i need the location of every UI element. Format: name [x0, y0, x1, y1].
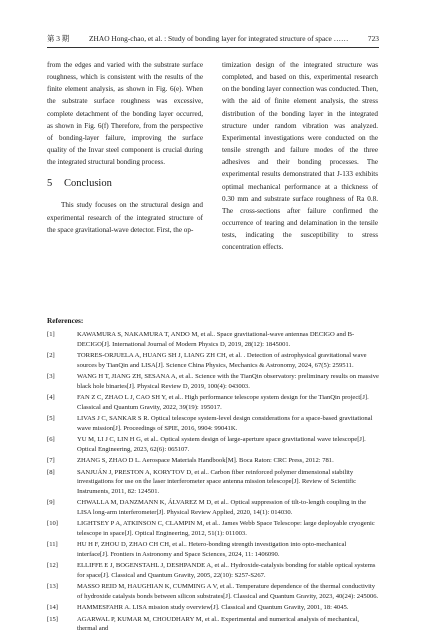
- reference-item: [47, 372, 379, 391]
- running-title: ZHAO Hong-chao, et al. : Study of bonding layer for integrated structure of space ……: [89, 34, 349, 43]
- reference-number: [7]: [47, 457, 55, 465]
- reference-number: [12]: [47, 562, 58, 570]
- reference-item: [47, 540, 379, 559]
- section-number: 5: [47, 178, 53, 190]
- reference-item: [47, 456, 379, 465]
- reference-text: ELLIFFE E J, BOGENSTAHL J, DESHPANDE A, et al.. Hydroxide-catalysis bonding for stable optical systems for space[J]. Classical and Quantum Gravity, 2005, 22(10): S257-S267.: [77, 562, 376, 579]
- reference-item: [47, 393, 379, 412]
- reference-item: [47, 603, 379, 612]
- running-header: [47, 33, 379, 45]
- reference-text: WANG H T, JIANG ZH, SESANA A, et al.. Science with the TianQin observatory: preliminary results on massive black hole binaries[J]. Physical Review D, 2019, 100(4): 043003.: [77, 373, 379, 390]
- reference-item: [47, 615, 379, 634]
- reference-item: [47, 351, 379, 370]
- reference-item: [47, 414, 379, 433]
- reference-number: [13]: [47, 583, 58, 591]
- right-column: [222, 59, 378, 254]
- section-heading: [47, 177, 203, 191]
- reference-number: [15]: [47, 616, 58, 623]
- header-divider: [47, 47, 379, 48]
- reference-number: [8]: [47, 469, 55, 476]
- reference-text: HAMMESFAHR A. LISA mission study overview[J]. Classical and Quantum Gravity, 2001, 18: 4045.: [77, 604, 349, 612]
- section-title: Conclusion: [64, 178, 112, 190]
- reference-item: [47, 519, 379, 538]
- reference-text: YU M, LI J C, LIN H G, et al.. Optical system design of large-aperture space gravitational wave telescope[J]. Optical Engineering, 2023, 62(6): 065107.: [77, 436, 366, 453]
- body-paragraph: timization design of the integrated structure was completed, and based on this, experimental research on the bonding layer connection was conducted. Then, with the aid of finite element analysis, the stress distribution of the bonding layer in the integrated structure under random vibration was analyzed. Experimental investigations were conducted on the tensile strength and failure modes of the three adhesives and their bonding processes. The experimental results demonstrated that J-133 exhibits optimal mechanical performance at a thickness of 0.30 mm and substrate surface roughness of Ra 0.8. The cross-sections after failure confirmed the occurrence of tearing and delamination in the tensile tests, indicating the susceptibility to stress concentration effects.: [222, 61, 378, 252]
- reference-text: HU H F, ZHOU D, ZHAO CH CH, et al.. Hetero-bonding strength investigation into opto-mechanical interface[J]. Frontiers in Astronomy and Space Sciences, 2024, 11: 1406090.: [77, 541, 347, 558]
- reference-text: KAWAMURA S, NAKAMURA T, ANDO M, et al.. Space gravitational-wave antennas DECIGO and B-DECIGO[J]. International Journal of Modern Physics D, 2019, 28(12): 1845001.: [77, 331, 355, 348]
- references-heading: References:: [47, 316, 84, 325]
- reference-item: [47, 498, 379, 517]
- reference-text: LIVAS J C, SANKAR S R. Optical telescope system-level design considerations for a space-based gravitational wave mission[J]. Proceedings of SPIE, 2016, 9904: 99041K.: [77, 415, 373, 432]
- reference-text: TORRES-ORJUELA A, HUANG SH J, LIANG ZH CH, et al. . Detection of astrophysical gravitational wave sources by TianQin and LISA[J]. Science China Physics, Mechanics & Astronomy, 2024, 67(5): 259511.: [77, 352, 367, 369]
- reference-number: [9]: [47, 499, 55, 507]
- reference-text: CHWALLA M, DANZMANN K, ÁLVAREZ M D, et al.. Optical suppression of tilt-to-length coupling in the LISA long-arm interferometer[J]. Physical Review Applied, 2020, 14(1): 014030.: [77, 499, 366, 516]
- reference-number: [5]: [47, 415, 55, 423]
- reference-number: [10]: [47, 520, 58, 528]
- reference-number: [4]: [47, 394, 55, 402]
- reference-text: SANJUÁN J, PRESTON A, KORYTOV D, et al.. Carbon fiber reinforced polymer dimensional stability investigations for use on the laser interferometer space antenna mission telescope[J]. Review of Scientific Instruments, 2011, 82: 124501.: [77, 469, 357, 495]
- issue-label: 第 3 期: [47, 34, 70, 43]
- reference-number: [6]: [47, 436, 55, 444]
- reference-item: [47, 435, 379, 454]
- reference-item: [47, 330, 379, 349]
- reference-number: [14]: [47, 604, 58, 612]
- reference-number: [2]: [47, 352, 55, 360]
- reference-text: AGARWAL P, KUMAR M, CHOUDHARY M, et al.. Experimental and numerical analysis of mechanical, thermal and: [77, 616, 360, 633]
- reference-number: [11]: [47, 541, 58, 549]
- body-paragraph: from the edges and varied with the substrate surface roughness, which is consistent with the results of the finite element analysis, as shown in Fig. 6(e). When the substrate surface roughness was excessive, complete detachment of the bonding layer occurred, as shown in Fig. 6(f) Therefore, from the perspective of bonding-layer failure, improving the surface quality of the Invar steel component is crucial during the integrated structural bonding process.: [47, 61, 203, 167]
- reference-item: [47, 582, 379, 601]
- left-column: [47, 59, 203, 236]
- reference-text: MASSO REID M, HAUGHIAN K, CUMMING A V, et al.. Temperature dependence of the thermal conductivity of hydroxide catalysis bonds between silicon substrates[J]. Classical and Quantum Gravity, 2023, 40(24): 245006.: [77, 583, 379, 600]
- reference-text: ZHANG S, ZHAO D L. Aerospace Materials Handbook[M]. Boca Raton: CRC Press, 2012: 781.: [77, 457, 334, 465]
- reference-list: [47, 330, 379, 633]
- reference-text: LIGHTSEY P A, ATKINSON C, CLAMPIN M, et al.. James Webb Space Telescope: large deployable cryogenic telescope in space[J]. Optical Engineering, 2012, 51(1): 011003.: [77, 520, 375, 537]
- reference-item: [47, 561, 379, 580]
- reference-number: [3]: [47, 373, 55, 381]
- reference-text: FAN Z C, ZHAO L J, CAO SH Y, et al.. High performance telescope system design for the TianQin project[J]. Classical and Quantum Gravity, 2022, 39(19): 195017.: [77, 394, 369, 411]
- body-paragraph: This study focuses on the structural design and experimental research of the integrated structure of the space gravitational-wave detector. First, the op-: [47, 201, 203, 234]
- reference-item: [47, 468, 379, 496]
- page-number: 723: [367, 34, 379, 43]
- references-section: [47, 316, 379, 636]
- reference-number: [1]: [47, 331, 55, 339]
